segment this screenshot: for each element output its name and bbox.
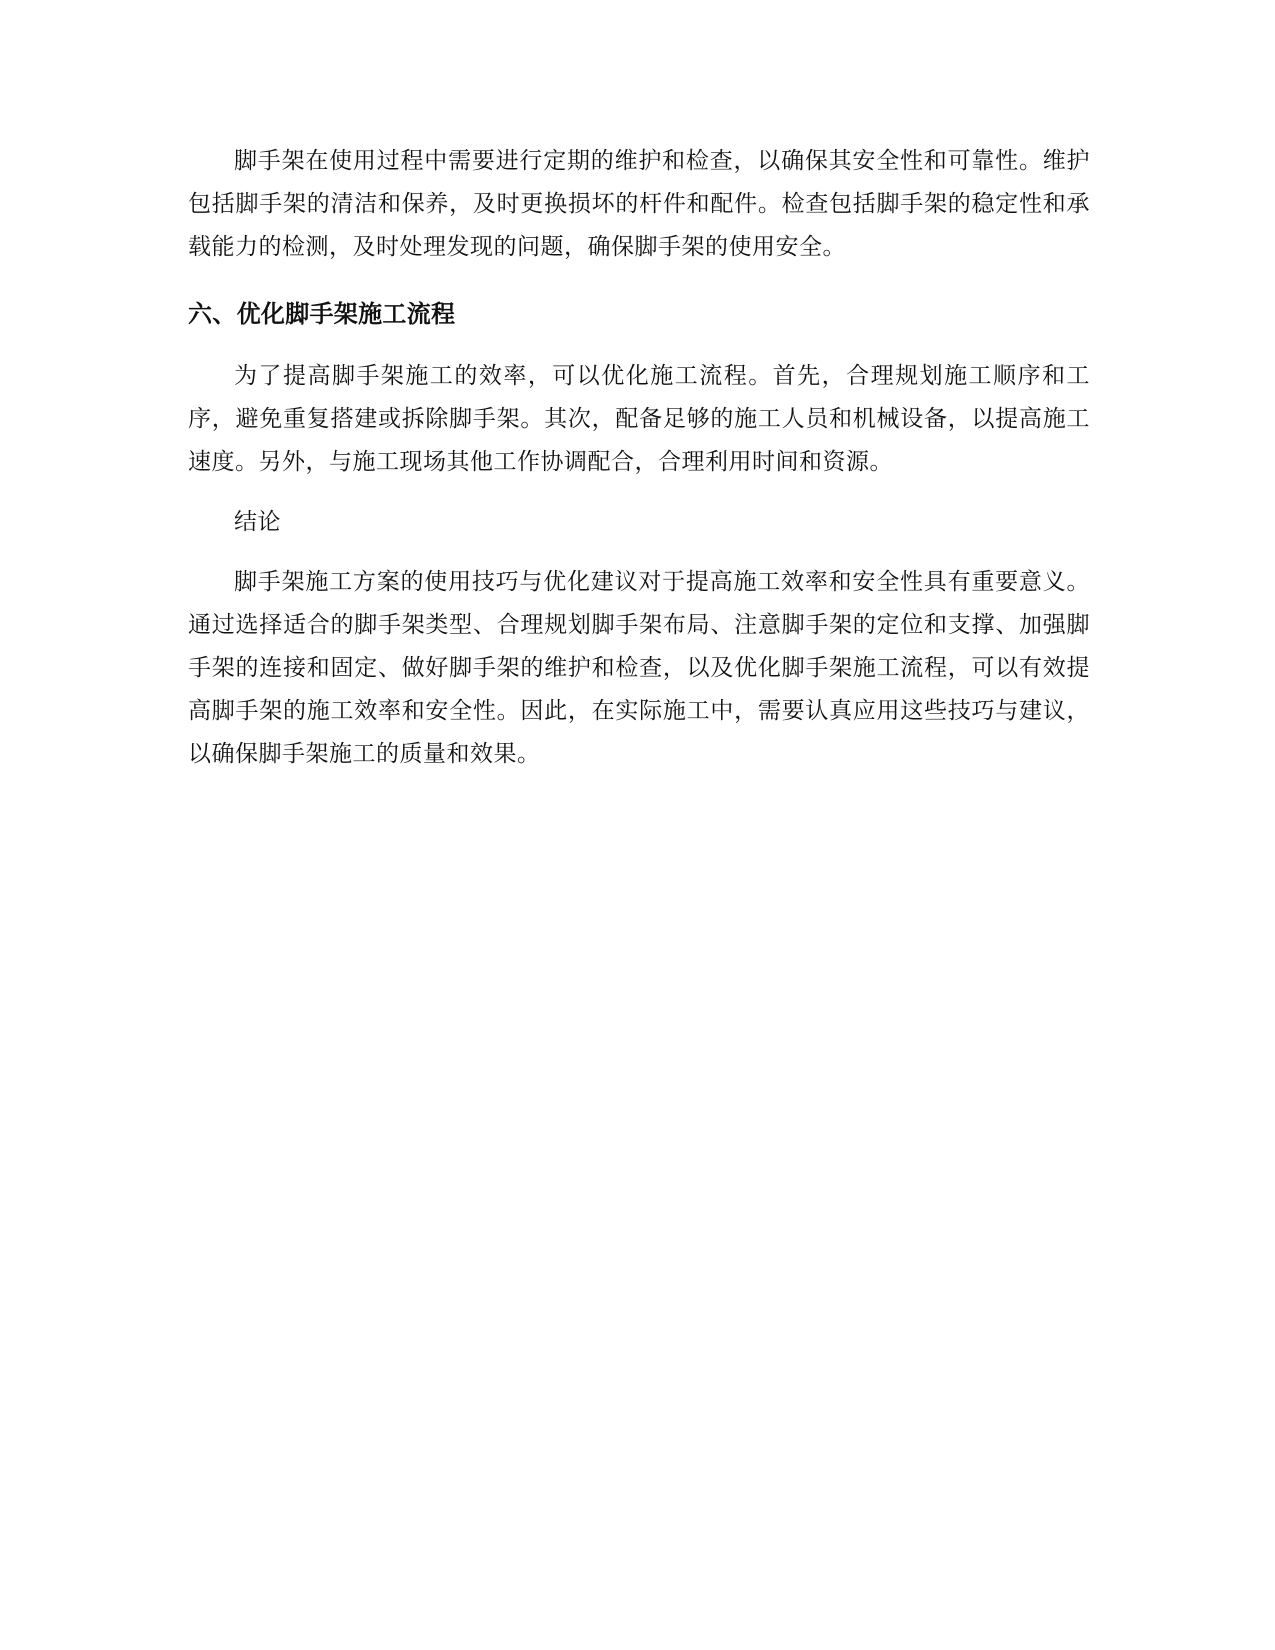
conclusion-label: 结论 xyxy=(234,509,281,535)
document-body xyxy=(188,140,1090,776)
section-heading: 六、优化脚手架施工流程 xyxy=(188,300,456,328)
paragraph-conclusion: 脚手架施工方案的使用技巧与优化建议对于提高施工效率和安全性具有重要意义。通过选择适合的脚手架类型、合理规划脚手架布局、注意脚手架的定位和支撑、加强脚手架的连接和固定、做好脚手架的维护和检查，以及优化脚手架施工流程，可以有效提高脚手架的施工效率和安全性。因此，在实际施工中，需要认真应用这些技巧与建议，以确保脚手架施工的质量和效果。 xyxy=(188,569,1090,767)
paragraph-maintenance: 脚手架在使用过程中需要进行定期的维护和检查，以确保其安全性和可靠性。维护包括脚手架的清洁和保养，及时更换损坏的杆件和配件。检查包括脚手架的稳定性和承载能力的检测，及时处理发现的问题，确保脚手架的使用安全。 xyxy=(188,148,1090,260)
paragraph-optimize: 为了提高脚手架施工的效率，可以优化施工流程。首先，合理规划施工顺序和工序，避免重复搭建或拆除脚手架。其次，配备足够的施工人员和机械设备，以提高施工速度。另外，与施工现场其他工作协调配合，合理利用时间和资源。 xyxy=(188,363,1090,475)
